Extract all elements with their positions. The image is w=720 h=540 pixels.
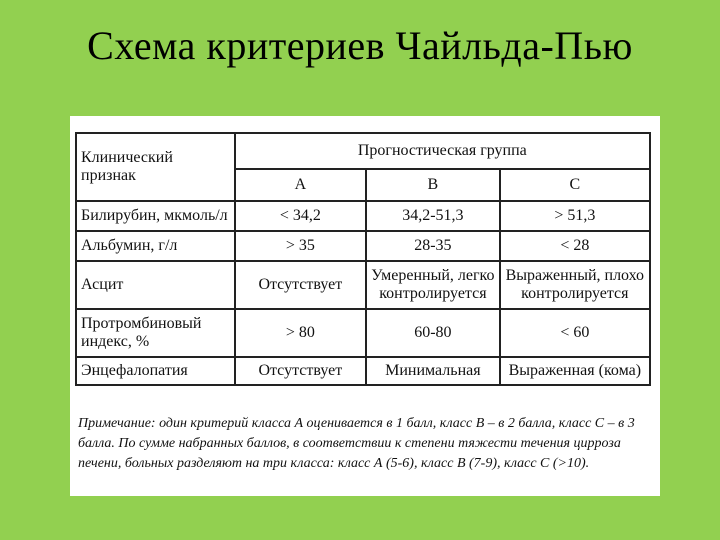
row-sign: Асцит: [76, 261, 235, 309]
table-footnote: Примечание: один критерий класса А оценивается в 1 балл, класс B – в 2 балла, класс С – в 3 балла. По сумме набранных баллов, в соответствии к степени тяжести течения цирроза печени, больных разделяют на три класса: класс А (5-6), класс B (7-9), класс С (>10).: [78, 416, 635, 471]
row-sign: Протромбиновый индекс, %: [76, 309, 235, 357]
cell-class-b: 34,2-51,3: [366, 201, 500, 231]
header-prognostic-group: Прогностическая группа: [235, 133, 650, 169]
cell-class-c: Выраженная (кома): [500, 357, 650, 385]
row-sign: Билирубин, мкмоль/л: [76, 201, 235, 231]
cell-class-c: Выраженный, плохо контролируется: [500, 261, 650, 309]
table-row-prothrombin: [76, 309, 650, 357]
header-class-a: A: [235, 169, 366, 201]
cell-class-b: Минимальная: [366, 357, 500, 385]
row-sign: Энцефалопатия: [76, 357, 235, 385]
table-row-bilirubin: [76, 201, 650, 231]
cell-class-c: < 60: [500, 309, 650, 357]
cell-class-c: > 51,3: [500, 201, 650, 231]
slide-title: Схема критериев Чайльда-Пью: [87, 23, 633, 68]
table-row-albumin: [76, 231, 650, 261]
table-image-panel: [70, 116, 660, 496]
table-row-ascites: [76, 261, 650, 309]
header-class-c: C: [500, 169, 650, 201]
cell-class-b: Умеренный, легко контролируется: [366, 261, 500, 309]
cell-class-a: < 34,2: [235, 201, 366, 231]
table-row-encephalopathy: [76, 357, 650, 385]
cell-class-a: Отсутствует: [235, 261, 366, 309]
cell-class-a: > 35: [235, 231, 366, 261]
cell-class-c: < 28: [500, 231, 650, 261]
header-class-b: B: [366, 169, 500, 201]
cell-class-a: Отсутствует: [235, 357, 366, 385]
row-sign: Альбумин, г/л: [76, 231, 235, 261]
child-pugh-table: [75, 132, 651, 386]
header-clinical-sign: Клинический признак: [76, 133, 235, 201]
cell-class-a: > 80: [235, 309, 366, 357]
cell-class-b: 60-80: [366, 309, 500, 357]
cell-class-b: 28-35: [366, 231, 500, 261]
